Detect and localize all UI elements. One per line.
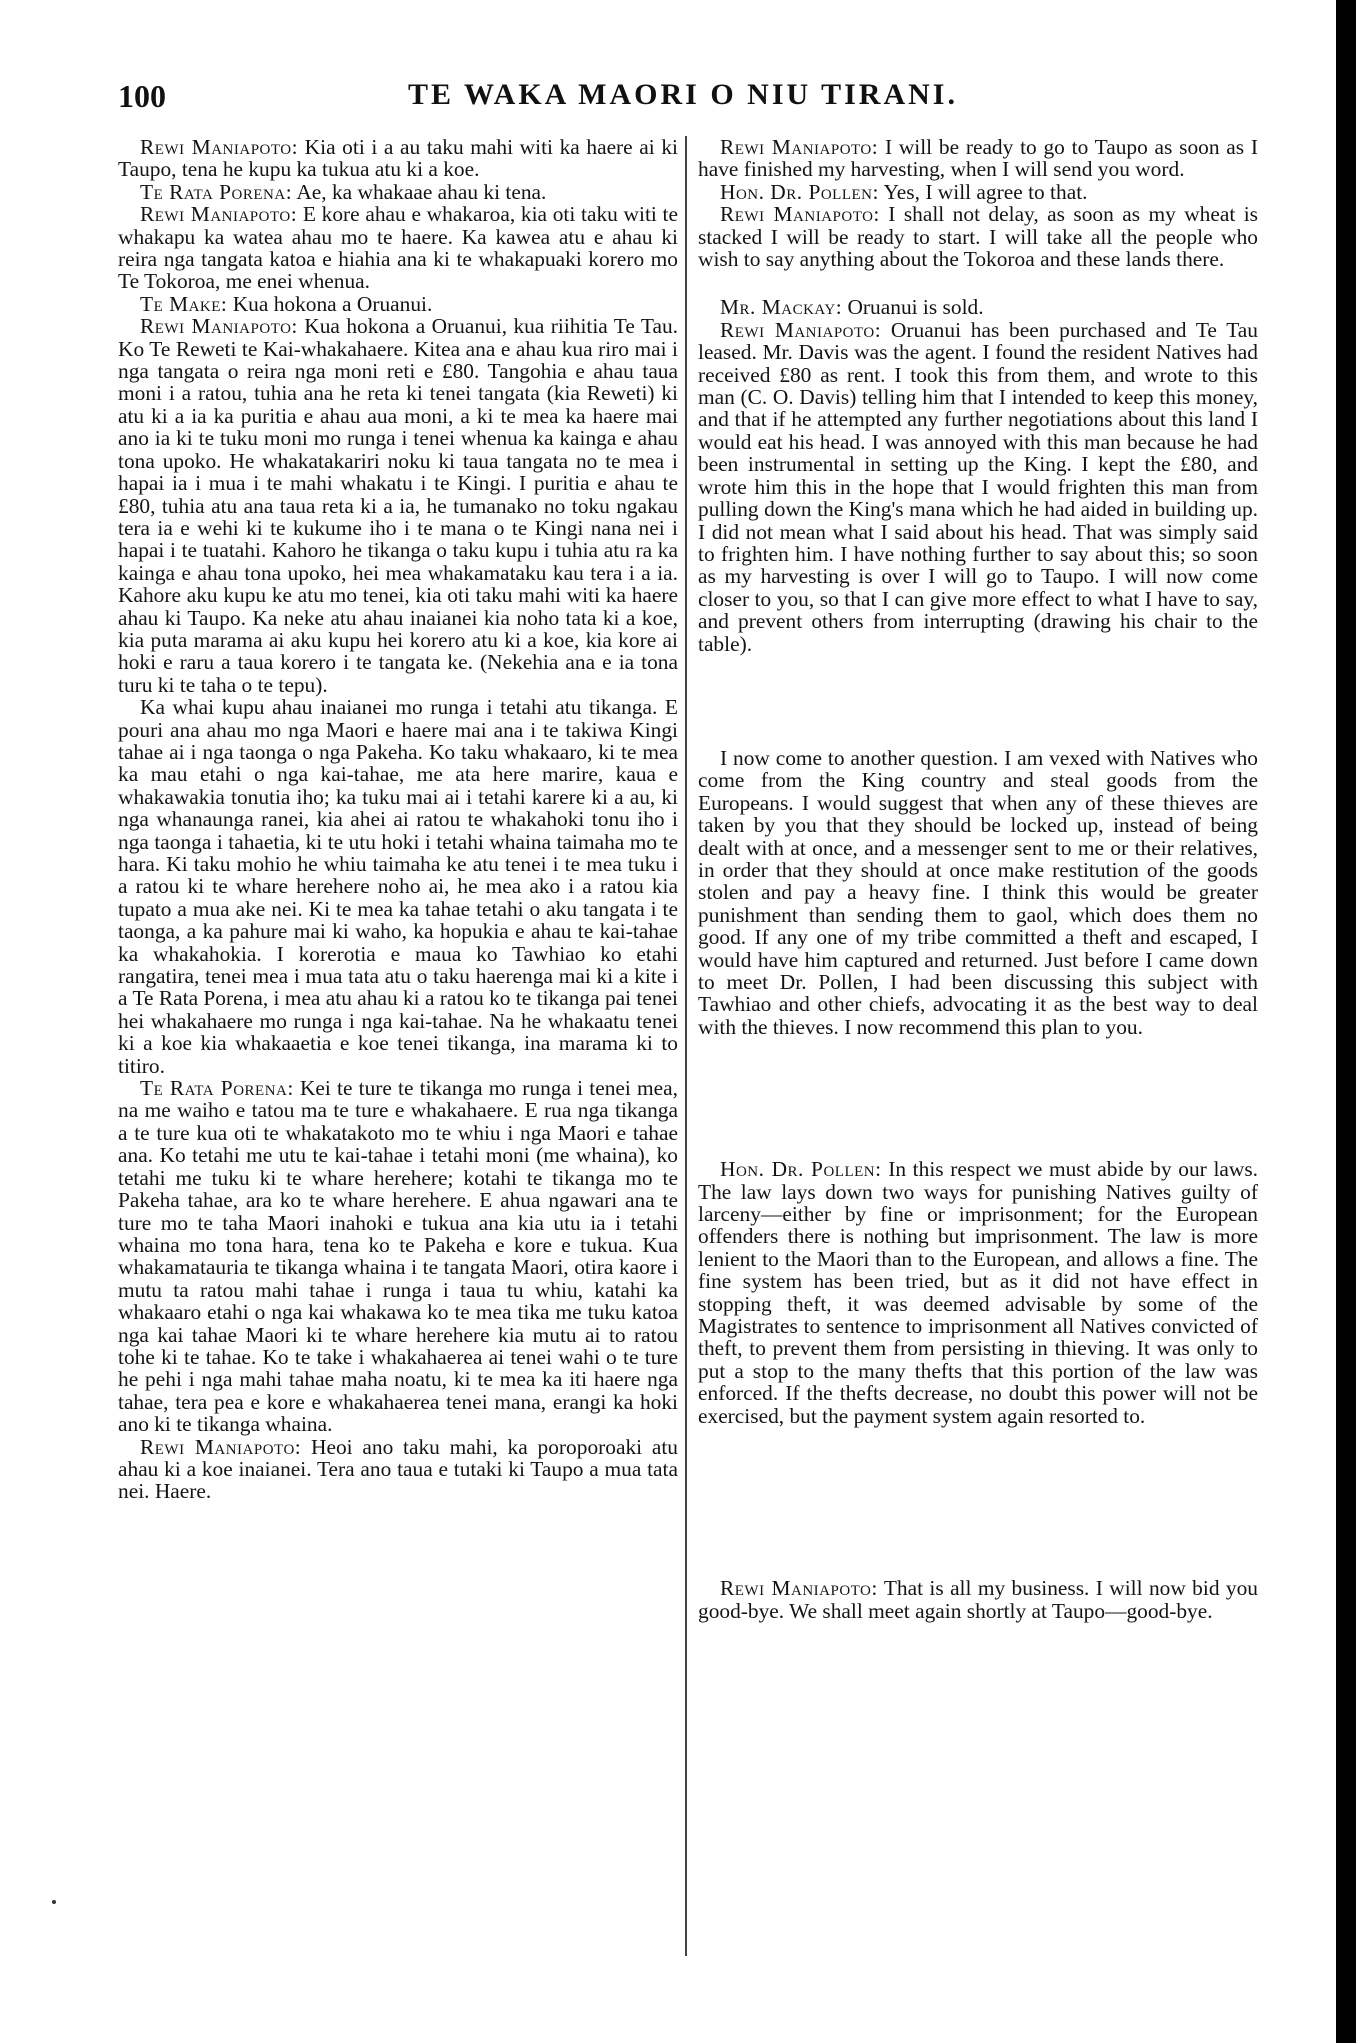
speaker-name: Rewi Maniapoto: — [720, 135, 879, 159]
paragraph-text: I shall not delay, as soon as my wheat is stacked I will be ready to start. I will take all the people who wish to say anything about the Tokoroa and these lands there. — [698, 202, 1258, 272]
maori-column — [118, 136, 678, 1503]
margin-speck — [52, 1900, 56, 1904]
paragraph-text: Kei te ture te tikanga mo runga i tenei mea, na me waiho e tatou ma te ture e whakahaere. E rua nga tikanga a te ture kua oti te whakatakoto mo te whiu i nga Maori e tahae ana. Ko tetahi me utu te kai-tahae i tetahi moni (me whaina), ko tetahi me tuku ki te whare herehere; kotahi te tikanga mo te Pakeha tahae, ara ko te whare herehere. E ahua ngawari ana te ture mo te taha Maori inahoki e tukua ana kia utu ia i tetahi whaina mo tona hara, tena ko te Pakeha e kore e tukua. Kua whakamatauria te tikanga whaina i te tangata Maori, otira kaore i mutu ta ratou mahi tahae i runga i taua tu whiu, katahi ka whakaaro etahi o nga kai whakawa ko te mea tika me tuku katoa nga kai tahae Maori ki te whare herehere kia mutu ai to ratou tohe ki te tahae. Ko te take i whakahaerea ai tenei wahi o te ture he pehi i nga mahi tahae maha noatu, ki te mea ka iti haere nga tahae, tera pea e kore e whakahaerea tenei mana, erangi ka hoki ano ki te tikanga whaina. — [118, 1076, 678, 1437]
speaker-name: Rewi Maniapoto: — [140, 1434, 302, 1459]
english-column — [698, 136, 1258, 1622]
column-divider — [685, 136, 687, 1956]
paragraph — [118, 136, 678, 181]
paragraph-text: Kia oti i a au taku mahi witi ka haere ai ki Taupo, tena he kupu ka tukua atu ki a koe. — [118, 135, 678, 182]
paragraph — [698, 136, 1258, 181]
page-number: 100 — [118, 78, 166, 114]
paragraph-text: Yes, I will agree to that. — [878, 179, 1088, 204]
paragraph-text: Kua hokona a Oruanui. — [227, 291, 433, 316]
speaker-name: Rewi Maniapoto: — [140, 314, 298, 339]
paragraph-text: Ka whai kupu ahau inaianei mo runga i tetahi atu tikanga. E pouri ana ahau mo nga Maori e haere mai ana i te takiwa Kingi tahae ai i nga taonga o nga Pakeha. Ko taku whakaaro, ki te mea ka mau etahi o nga kai-tahae, me ata here marire, kaua e whakawakia tonutia iho; ka tuku mai ai i tetahi karere ki a au, ki nga whanaunga ranei, kia ahei ai ratou te whakahoki tonu iho i nga taonga i tahaetia, ki te utu hoki i tetahi whaina taimaha mo te hara. Ki taku mohio he whiu taimaha ke atu tenei i te mea tuku i a ratou ki te whare herehere noho ai, he mea ako i a ratou kia tupato a mua ake nei. Ki te mea ka tahae tetahi o aku tangata i te taonga, a ka pahure mai ki waho, ka hopukia e ahau te kai-tahae ka whakahokia. I korerotia e maua ko Tawhiao ko etahi rangatira, tenei mea i mua tata atu o taku haerenga mai ki a kite i a Te Rata Porena, i mea atu ahau ki a ratou ko te tikanga pai tenei hei whakahaere mo runga i nga kai-tahae. Na he whakaatu tenei ki a koe kia whakaaetia e koe tenei tikanga, ina marama ki to titiro. — [118, 695, 678, 1078]
paragraph — [698, 747, 1258, 1038]
paragraph — [698, 1577, 1258, 1622]
paragraph — [118, 315, 678, 696]
speaker-name: Mr. Mackay: — [720, 295, 843, 320]
paragraph-text: Kua hokona a Oruanui, kua riihitia Te Tau. Ko Te Reweti te Kai-whakahaere. Kitea ana e ahau kua riro mai i nga tangata o reira nga moni reti e £80. Tangohia e ahau taua moni i a ratou, tuhia ana he reta ki tenei tangata (kia Reweti) ki atu ki a ia ka puritia e ahau aua moni, a ki te mea ka haere mai ano ia ki te tuku moni mo runga i tenei whenua ka kainga e ahau tona upoko. He whakatakariri noku ki taua tangata no te mea i hapai ia i mua i te mahi whakatu i te Kingi. I puritia e ahau te £80, tuhia atu ana taua reta ki a ia, he tumanako no toku ngakau tera ia e wehi ki te kukume iho i te mana o te Kingi nana nei i hapai i te tuatahi. Kahoro he tikanga o taku kupu i tuhia atu ra ka kainga e ahau tona upoko, hei mea whakamataku kau tera i a ia. Kahore aku kupu ke atu mo tenei, kia oti taku mahi witi ka haere ahau ki Taupo. Ka neke atu ahau inaianei kia noho tata ki a koe, kia puta marama ai aku kupu hei korero atu ki a koe, kia kore ai hoki e raru a taua korero i te tangata ke. (Nekehia ana e ia tona turu ki te taha o te tepu). — [118, 314, 678, 697]
paragraph — [698, 203, 1258, 270]
paragraph — [118, 1077, 678, 1436]
paragraph-text: In this respect we must abide by our laws. The law lays down two ways for punishing Natives guilty of larceny—either by fine or imprisonment; for the European offenders there is nothing but imprisonment. The law is more lenient to the Maori than to the European, and allows a fine. The fine system has been tried, but as it did not have effect in stopping theft, it was deemed advisable by some of the Magistrates to sentence to imprisonment all Natives convicted of theft, to prevent them from persisting in thieving. It was only to put a stop to the many thefts that this portion of the law was enforced. If the thefts decrease, no doubt this power will not be exercised, but the payment system again resorted to. — [698, 1157, 1259, 1428]
speaker-name: Rewi Maniapoto: — [720, 317, 882, 342]
speaker-name: Rewi Maniapoto: — [140, 135, 299, 159]
paragraph — [118, 181, 678, 203]
speaker-name: Te Rata Porena: — [140, 179, 293, 204]
paragraph-text: Heoi ano taku mahi, ka poroporoaki atu ahau ki a koe inaianei. Tera ano taua e tutaki ki Taupo a mua tata nei. Haere. — [118, 1434, 679, 1504]
spacer — [698, 655, 1258, 747]
paragraph-text: Oruanui is sold. — [842, 295, 984, 320]
paragraph-text: Ae, ka whakaae ahau ki tena. — [292, 179, 547, 204]
spacer — [698, 270, 1258, 296]
speaker-name: Rewi Maniapoto: — [720, 202, 880, 227]
speaker-name: Hon. Dr. Pollen: — [720, 1157, 882, 1182]
paragraph-text: I will be ready to go to Taupo as soon as I have finished my harvesting, when I will send you word. — [698, 135, 1258, 182]
spacer — [698, 1038, 1258, 1158]
speaker-name: Rewi Maniapoto: — [720, 1576, 878, 1601]
spacer — [698, 1427, 1258, 1577]
speaker-name: Te Make: — [140, 291, 228, 316]
speaker-name: Hon. Dr. Pollen: — [720, 179, 879, 204]
running-title: TE WAKA MAORI O NIU TIRANI. — [408, 78, 958, 111]
paragraph-text: E kore ahau e whakaroa, kia oti taku witi te whakapu ka watea ahau mo te haere. Ka kawea atu e ahau ki reira nga tangata katoa e hiahia ana ki te whakapuaki korero mo Te Tokoroa, me enei whenua. — [118, 202, 678, 294]
paragraph — [698, 296, 1258, 318]
paragraph — [698, 319, 1258, 655]
page-header — [118, 78, 1258, 122]
paragraph — [118, 293, 678, 315]
paragraph — [698, 181, 1258, 203]
paragraph — [118, 1436, 678, 1503]
paragraph-text: Oruanui has been purchased and Te Tau leased. Mr. Davis was the agent. I found the resident Natives had received £80 as rent. I took this from them, and wrote to this man (C. O. Davis) telling him that I intended to keep this money, and that if he attempted any further negotiations about this land I would eat his head. I was annoyed with this man because he had been instrumental in setting up the King. I kept the £80, and wrote him this in the hope that I would frighten this man from pulling down the King's mana which he had aided in building up. I did not mean what I said about his head. That was simply said to frighten him. I have nothing further to say about this; so soon as my harvesting is over I will go to Taupo. I will now come closer to you, so that I can give more effect to what I have to say, and prevent others from interrupting (drawing his chair to the table). — [698, 317, 1258, 656]
paragraph — [118, 203, 678, 293]
paragraph-text: That is all my business. I will now bid you good-bye. We shall meet again shortly at Taupo—good-bye. — [698, 1576, 1258, 1623]
speaker-name: Te Rata Porena: — [140, 1076, 294, 1101]
paragraph — [118, 696, 678, 1077]
paragraph — [698, 1158, 1258, 1427]
speaker-name: Rewi Maniapoto: — [140, 202, 298, 227]
paragraph-text: I now come to another question. I am vexed with Natives who come from the King country and steal goods from the Europeans. I would suggest that when any of these thieves are taken by you that they should be locked up, instead of being dealt with at once, and a messenger sent to me or their relatives, in order that they should at once make restitution of the goods stolen and pay a heavy fine. I think this would be greater punishment than sending them to gaol, which does them no good. If any one of my tribe committed a theft and escaped, I would have him captured and returned. Just before I came down to meet Dr. Pollen, I had been discussing this subject with Tawhiao and other chiefs, advocating it as the best way to deal with the thieves. I now recommend this plan to you. — [698, 745, 1258, 1039]
